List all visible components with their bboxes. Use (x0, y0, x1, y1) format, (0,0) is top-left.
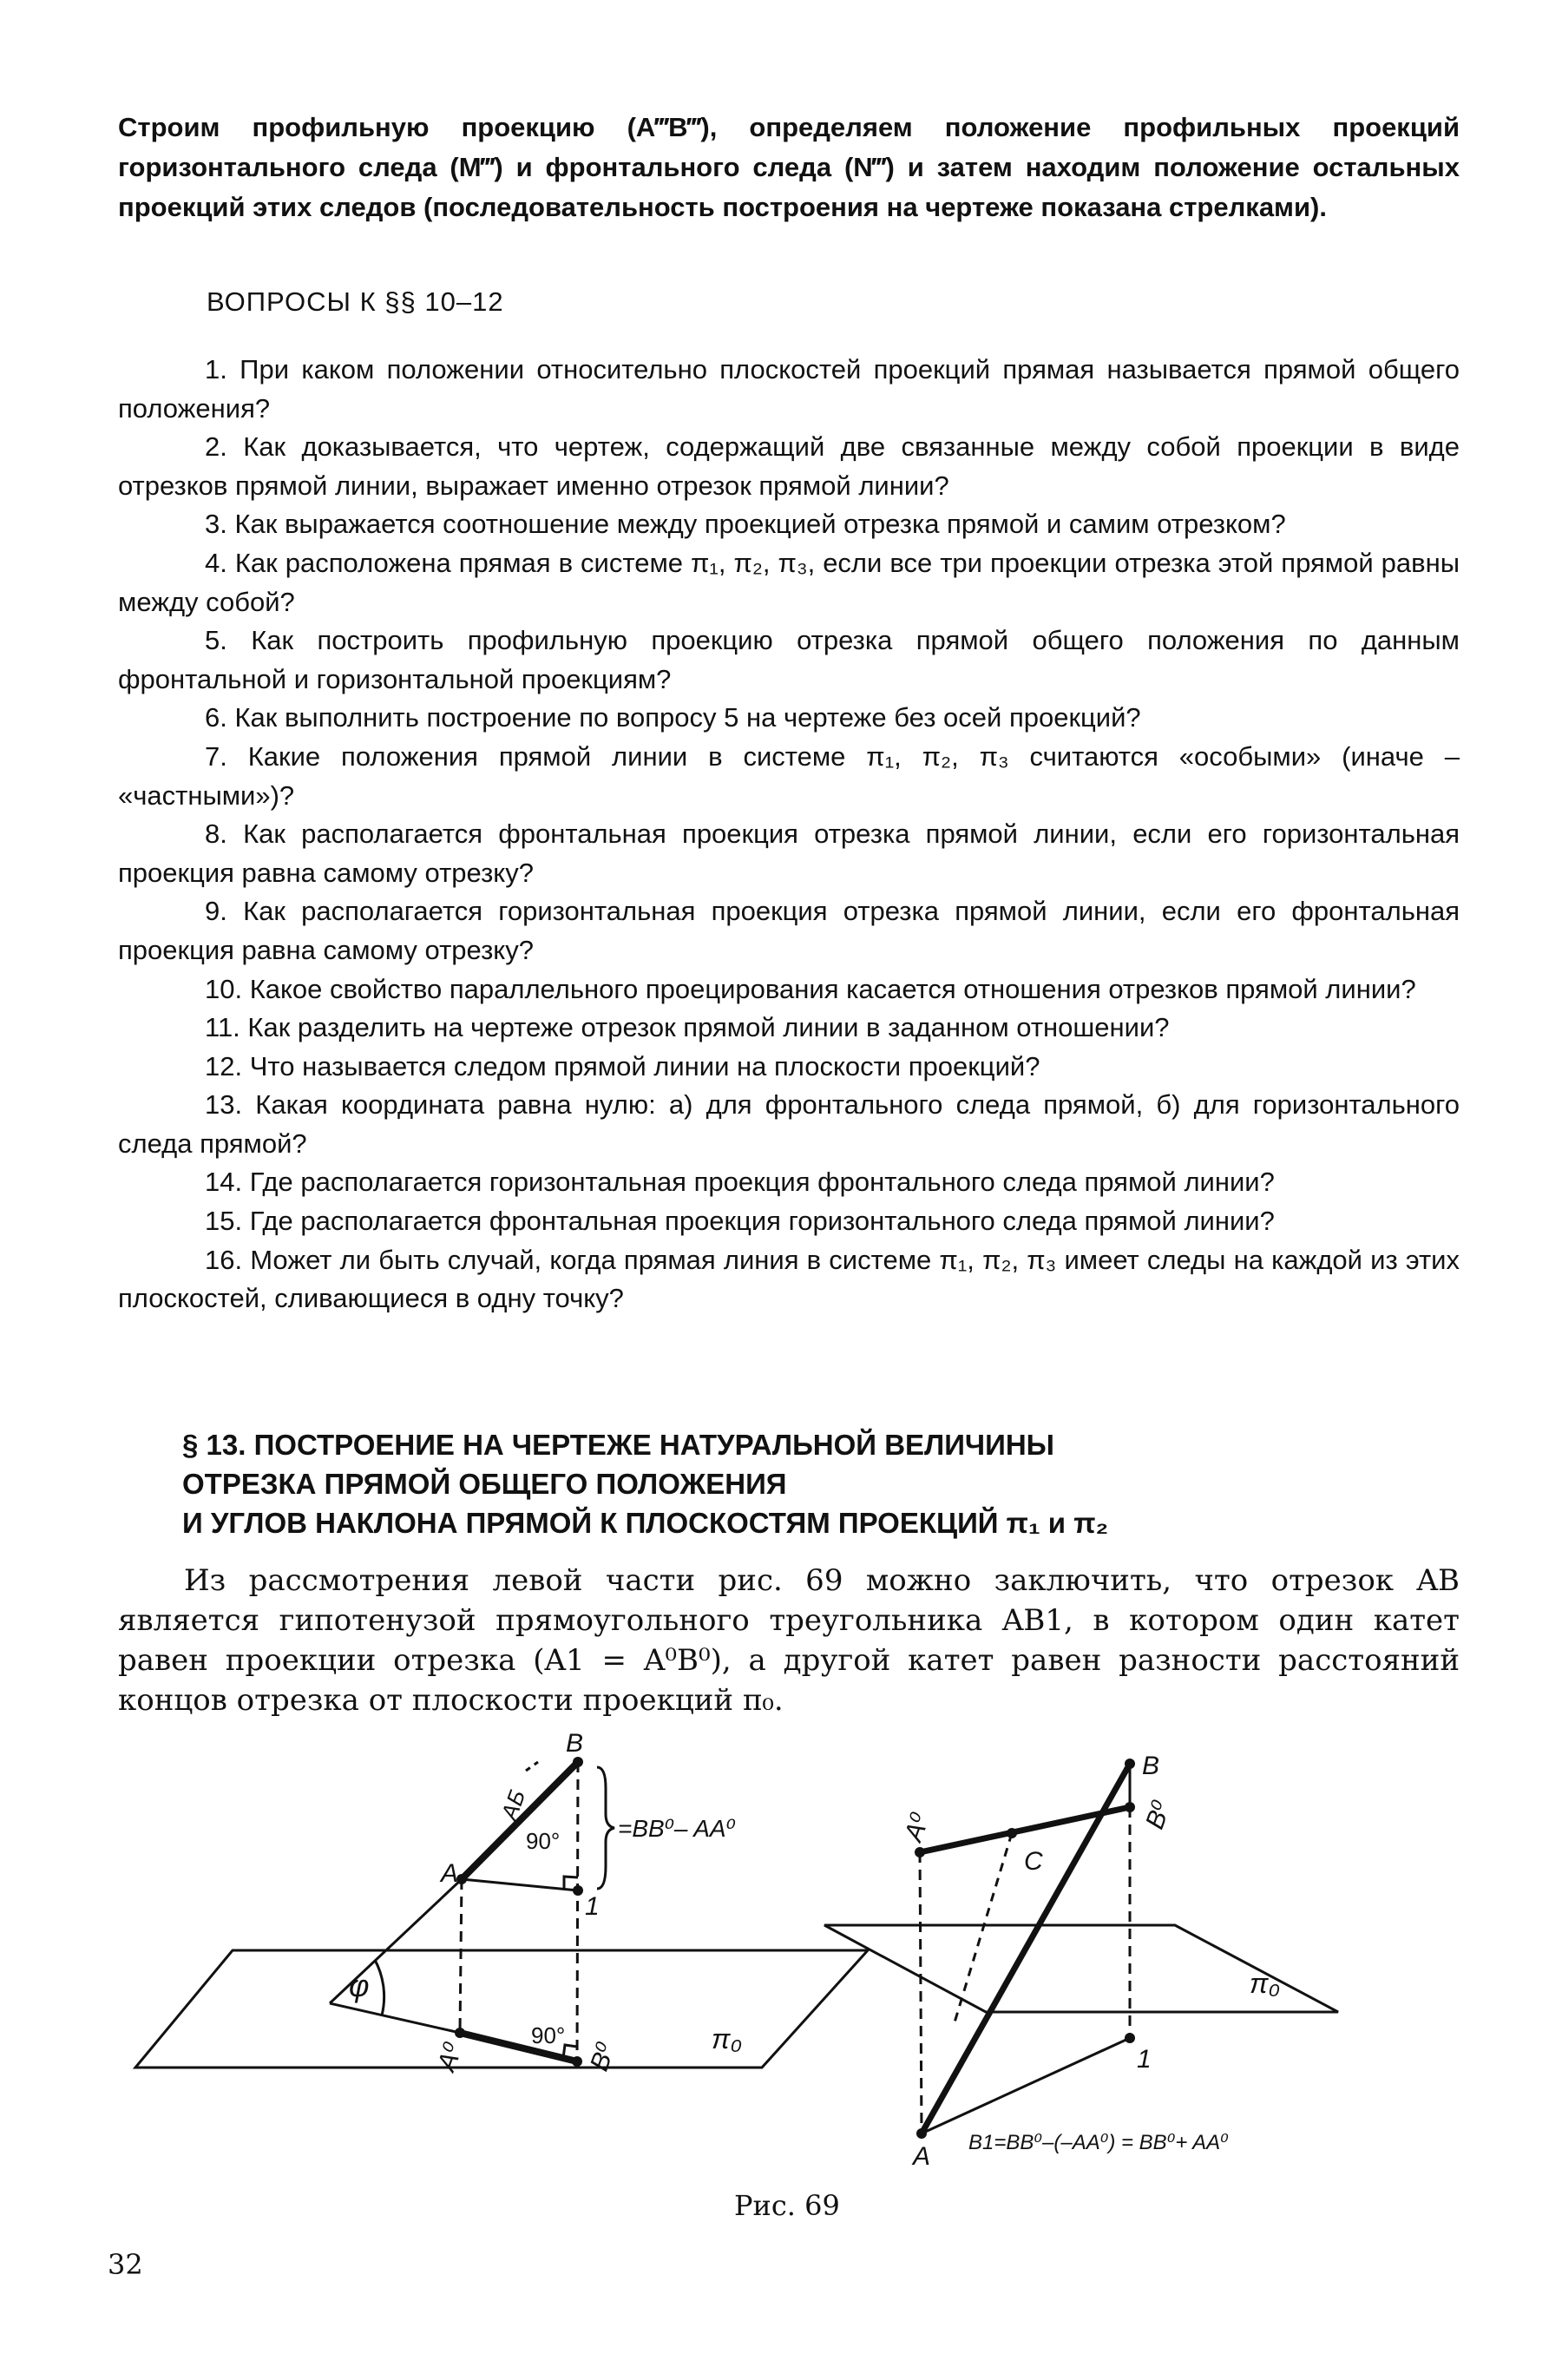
question-item: 3. Как выражается соотношение между проекцией отрезка прямой и самим отрезком? (205, 509, 1286, 540)
question-item: 6. Как выполнить построение по вопросу 5 на чертеже без осей проекций? (205, 702, 1141, 733)
right-point-a0 (915, 1847, 925, 1857)
right-segment-a0b0 (922, 1764, 1130, 1856)
left-label-a0: A⁰ (431, 2038, 469, 2075)
left-point-b (573, 1757, 583, 1767)
left-label-plane: π₀ (712, 2023, 742, 2055)
section-title-line: § 13. ПОСТРОЕНИЕ НА ЧЕРТЕЖЕ НАТУРАЛЬНОЙ ВЕЛИЧИНЫ (182, 1429, 1054, 1461)
section-title (182, 1425, 1467, 1542)
left-label-phi: φ (349, 1968, 370, 2003)
section-title-line: И УГЛОВ НАКЛОНА ПРЯМОЙ К ПЛОСКОСТЯМ ПРОЕКЦИЙ π₁ и π₂ (182, 1507, 1109, 1539)
left-dash-mark (526, 1762, 538, 1771)
right-label-c: C (1024, 1847, 1043, 1876)
right-point-a (916, 2128, 927, 2139)
left-label-1: 1 (585, 1892, 600, 1921)
left-point-b0 (572, 2056, 582, 2067)
left-label-angle-bottom: 90° (531, 2022, 566, 2048)
left-angle-arc (375, 1960, 384, 2015)
left-point-1 (573, 1885, 583, 1896)
intro-paragraph: Строим профильную проекцию (A‴B‴), определяем положение профильных проекций горизонтального следа (M‴) и фронтального следа (N‴) и затем находим положение остальных проекций этих следов (последовательность построения на чертеже показана стрелками). (118, 112, 1460, 222)
question-item: 10. Какое свойство параллельного проецирования касается отношения отрезков прямой линии? (205, 973, 1416, 1004)
question-item: 15. Где располагается фронтальная проекция горизонтального следа прямой линии? (205, 1206, 1275, 1237)
left-line-base (330, 2003, 460, 2033)
right-label-1: 1 (1137, 2045, 1152, 2074)
right-line-a1 (922, 2038, 1130, 2133)
question-item: 1. При каком положении относительно плоскостей проекций прямая называется прямой общего положения? (118, 354, 1460, 424)
right-point-b0 (1125, 1802, 1135, 1812)
questions-heading: ВОПРОСЫ К §§ 10–12 (207, 286, 504, 317)
right-label-b0: B⁰ (1140, 1797, 1178, 1833)
figure-caption: Рис. 69 (734, 2189, 840, 2222)
left-label-angle-top: 90° (526, 1828, 561, 1854)
question-item: 2. Как доказывается, что чертеж, содержащий две связанные между собой проекции в виде отрезков прямой линии, выражает именно отрезок прямой линии? (118, 431, 1460, 501)
figure-69 (0, 1727, 1562, 2213)
right-projector-a (920, 1852, 922, 2133)
right-label-a: A (913, 2142, 931, 2171)
questions-list (118, 351, 1460, 1318)
right-point-1 (1125, 2033, 1135, 2043)
body-paragraph: Из рассмотрения левой части рис. 69 можно заключить, что отрезок AB является гипотенузой прямоугольного треугольника AB1, в котором один катет равен проекции отрезка (A1 = A⁰B⁰), а другой катет равен разности расстояний концов отрезка от плоскости проекций π₀. (118, 1563, 1460, 1718)
right-segment-a0-b0 (920, 1807, 1130, 1852)
question-item: 12. Что называется следом прямой линии на плоскости проекций? (205, 1050, 1040, 1082)
section-title-line: ОТРЕЗКА ПРЯМОЙ ОБЩЕГО ПОЛОЖЕНИЯ (182, 1468, 787, 1500)
question-item: 8. Как располагается фронтальная проекция отрезка прямой линии, если его горизонтальная проекция равна самому отрезку? (118, 819, 1460, 888)
page-number: 32 (108, 2248, 143, 2281)
left-brace-text: =BB⁰– AA⁰ (618, 1815, 736, 1842)
right-label-a0: A⁰ (899, 1809, 936, 1845)
right-point-c (1007, 1828, 1017, 1838)
question-item: 11. Как разделить на чертеже отрезок прямой линии в заданном отношении? (205, 1012, 1170, 1043)
question-item: 7. Какие положения прямой линии в системе π₁, π₂, π₃ считаются «особыми» (иначе – «частными»)? (118, 740, 1460, 811)
question-item: 13. Какая координата равна нулю: а) для фронтального следа прямой, б) для горизонтального следа прямой? (118, 1089, 1460, 1159)
question-item: 14. Где располагается горизонтальная проекция фронтального следа прямой линии? (205, 1167, 1275, 1198)
right-label-b: B (1142, 1752, 1160, 1780)
left-brace (597, 1767, 614, 1889)
left-label-b0: B⁰ (584, 2038, 621, 2075)
left-label-a: A (441, 1859, 459, 1888)
left-point-a0 (455, 2028, 465, 2038)
left-hypotenuse-text: АБ (496, 1786, 531, 1824)
left-plane (135, 1950, 868, 2068)
question-item: 16. Может ли быть случай, когда прямая линия в системе π₁, π₂, π₃ имеет следы на каждой из этих плоскостей, сливающиеся в одну точку? (118, 1244, 1460, 1314)
question-item: 5. Как построить профильную проекцию отрезка прямой общего положения по данным фронтальной и горизонтальной проекциям? (118, 625, 1460, 694)
right-point-b (1125, 1759, 1135, 1769)
question-item: 4. Как расположена прямая в системе π₁, π₂, π₃, если все три проекции отрезка этой прямой равны между собой? (118, 547, 1460, 617)
question-item: 9. Как располагается горизонтальная проекция отрезка прямой линии, если его фронтальная проекция равна самому отрезку? (118, 896, 1460, 965)
right-label-plane: π₀ (1250, 1968, 1280, 1999)
left-projector-b (577, 1762, 578, 2061)
left-line-a1 (462, 1879, 578, 1890)
right-segment-ab (922, 1764, 1130, 2133)
right-formula: B1=BB⁰–(–AA⁰) = BB⁰+ AA⁰ (968, 2131, 1229, 2154)
left-label-b: B (566, 1729, 584, 1758)
left-projector-a (460, 1879, 462, 2033)
